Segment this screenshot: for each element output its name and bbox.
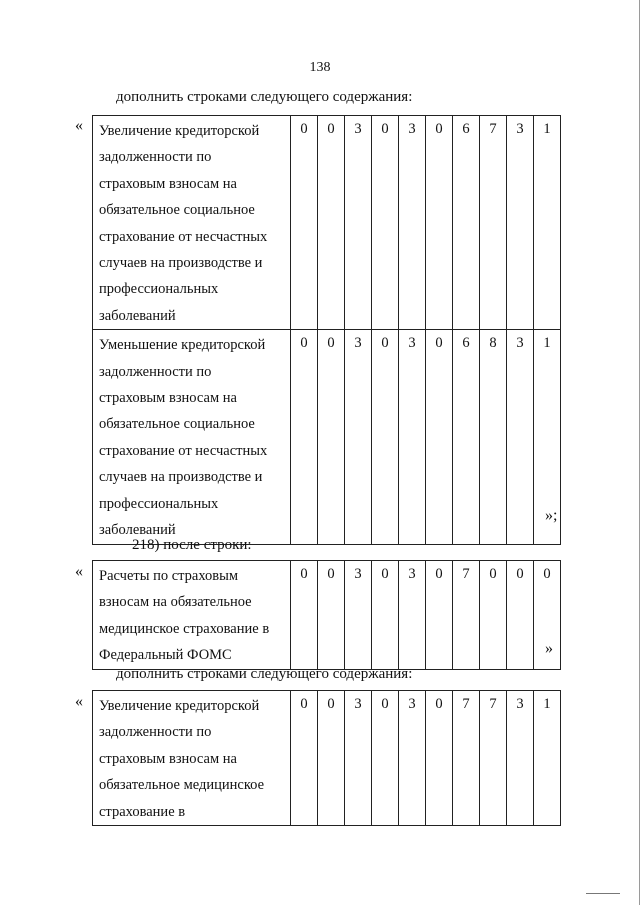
code-digit: 3 bbox=[399, 116, 426, 330]
row-description: Расчеты по страховым взносам на обязательное медицинское страхование в Федеральный ФОМС bbox=[93, 561, 291, 670]
instruction-add-rows-2: дополнить строками следующего содержания: bbox=[116, 666, 413, 682]
page-number: 138 bbox=[309, 60, 331, 75]
code-digit: 0 bbox=[318, 330, 345, 544]
code-digit: 3 bbox=[345, 116, 372, 330]
code-digit: 7 bbox=[453, 561, 480, 670]
code-digit: 3 bbox=[399, 691, 426, 826]
code-digit: 7 bbox=[453, 691, 480, 826]
code-digit: 0 bbox=[291, 561, 318, 670]
code-digit: 3 bbox=[507, 691, 534, 826]
code-digit: 0 bbox=[372, 691, 399, 826]
table-row bbox=[93, 116, 561, 330]
code-digit: 6 bbox=[453, 330, 480, 544]
code-digit: 7 bbox=[480, 691, 507, 826]
codes-table-3 bbox=[92, 690, 561, 826]
scan-mark bbox=[586, 893, 620, 894]
code-digit: 0 bbox=[291, 116, 318, 330]
code-digit: 6 bbox=[453, 116, 480, 330]
code-digit: 0 bbox=[372, 561, 399, 670]
code-digit: 0 bbox=[372, 116, 399, 330]
code-digit: 3 bbox=[399, 330, 426, 544]
codes-table-1 bbox=[92, 115, 561, 545]
instruction-after-row: 218) после строки: bbox=[132, 537, 252, 553]
code-digit: 0 bbox=[291, 691, 318, 826]
code-digit: 0 bbox=[318, 116, 345, 330]
table-row bbox=[93, 330, 561, 544]
code-digit: 1 bbox=[534, 691, 561, 826]
instruction-add-rows-1: дополнить строками следующего содержания: bbox=[116, 89, 413, 105]
close-quote-semicolon: »; bbox=[545, 507, 558, 524]
code-digit: 0 bbox=[507, 561, 534, 670]
code-digit: 0 bbox=[318, 561, 345, 670]
code-digit: 3 bbox=[399, 561, 426, 670]
row-description: Увеличение кредиторской задолженности по страховым взносам на обязательное медицинское страхование в bbox=[93, 691, 291, 826]
code-digit: 1 bbox=[534, 116, 561, 330]
code-digit: 3 bbox=[507, 330, 534, 544]
table-row bbox=[93, 561, 561, 670]
code-digit: 8 bbox=[480, 330, 507, 544]
code-digit: 3 bbox=[345, 330, 372, 544]
code-digit: 0 bbox=[426, 691, 453, 826]
code-digit: 0 bbox=[318, 691, 345, 826]
open-quote-3: « bbox=[75, 693, 83, 710]
code-digit: 3 bbox=[507, 116, 534, 330]
code-digit: 7 bbox=[480, 116, 507, 330]
row-description: Увеличение кредиторской задолженности по страховым взносам на обязательное социальное страхование от несчастных случаев на производстве и профессиональных заболеваний bbox=[93, 116, 291, 330]
code-digit: 0 bbox=[372, 330, 399, 544]
code-digit: 3 bbox=[345, 691, 372, 826]
table-row bbox=[93, 691, 561, 826]
code-digit: 0 bbox=[426, 561, 453, 670]
open-quote-1: « bbox=[75, 117, 83, 134]
code-digit: 0 bbox=[291, 330, 318, 544]
code-digit: 1 bbox=[534, 330, 561, 544]
code-digit: 3 bbox=[345, 561, 372, 670]
code-digit: 0 bbox=[534, 561, 561, 670]
open-quote-2: « bbox=[75, 563, 83, 580]
codes-table-2 bbox=[92, 560, 561, 670]
code-digit: 0 bbox=[426, 116, 453, 330]
close-quote: » bbox=[545, 640, 553, 657]
code-digit: 0 bbox=[480, 561, 507, 670]
row-description: Уменьшение кредиторской задолженности по страховым взносам на обязательное социальное страхование от несчастных случаев на производстве и профессиональных заболеваний bbox=[93, 330, 291, 544]
code-digit: 0 bbox=[426, 330, 453, 544]
